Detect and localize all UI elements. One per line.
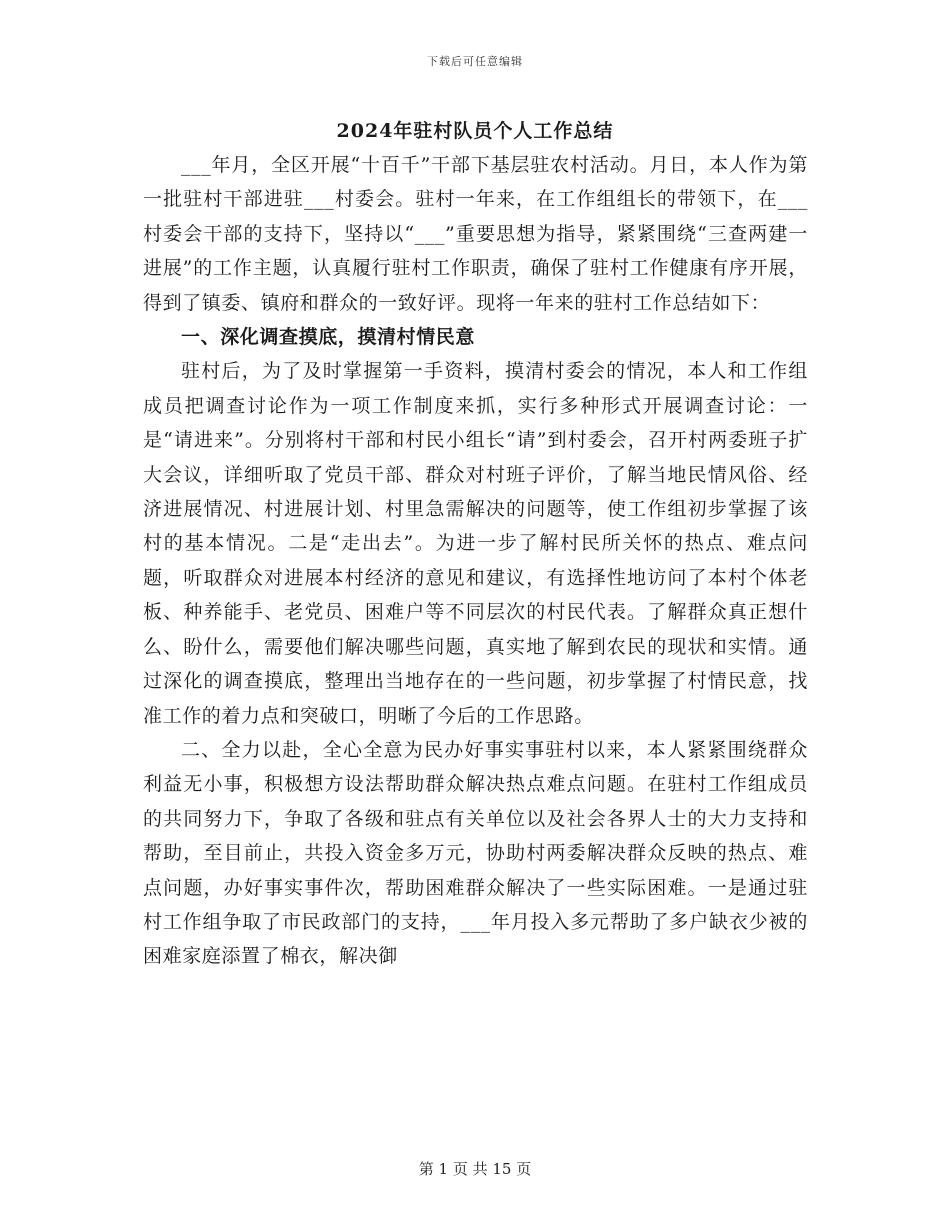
download-note: 下载后可任意编辑	[427, 55, 523, 68]
page-number: 第 1 页 共 15 页	[418, 1160, 532, 1178]
section-1-paragraph: 驻村后，为了及时掌握第一手资料，摸清村委会的情况，本人和工作组成员把调查讨论作为一项工作制度来抓，实行多种形式开展调查讨论：一是“请进来”。分别将村干部和村民小组长“请”到村委会，召开村两委班子扩大会议，详细听取了党员干部、群众对村班子评价，了解当地民情风俗、经济进展情况、村进展计划、村里急需解决的问题等，使工作组初步掌握了该村的基本情况。二是“走出去”。为进一步了解村民所关怀的热点、难点问题，听取群众对进展本村经济的意见和建议，有选择性地访问了本村个体老板、种养能手、老党员、困难户等不同层次的村民代表。了解群众真正想什么、盼什么，需要他们解决哪些问题，真实地了解到农民的现状和实情。通过深化的调查摸底，整理出当地存在的一些问题，初步掌握了村情民意，找准工作的着力点和突破口，明晰了今后的工作思路。	[143, 360, 808, 727]
intro-paragraph: ___年月，全区开展“十百千”干部下基层驻农村活动。月日，本人作为第一批驻村干部进驻___村委会。驻村一年来，在工作组组长的带领下，在___村委会干部的支持下，坚持以“___”重要思想为指导，紧紧围绕“三查两建一进展”的工作主题，认真履行驻村工作职责，确保了驻村工作健康有序开展，得到了镇委、镇府和群众的一致好评。现将一年来的驻村工作总结如下：	[143, 154, 808, 314]
document-body	[143, 148, 808, 974]
section-heading-1: 一、深化调查摸底，摸清村情民意	[181, 326, 476, 349]
section-2-paragraph: 二、全力以赴，全心全意为民办好事实事驻村以来，本人紧紧围绕群众利益无小事，积极想方设法帮助群众解决热点难点问题。在驻村工作组成员的共同努力下，争取了各级和驻点有关单位以及社会各界人士的大力支持和帮助，至目前止，共投入资金多万元，协助村两委解决群众反映的热点、难点问题，办好事实事件次，帮助困难群众解决了一些实际困难。一是通过驻村工作组争取了市民政部门的支持，___年月投入多元帮助了多户缺衣少被的困难家庭添置了棉衣，解决御	[143, 738, 808, 968]
document-title: 2024年驻村队员个人工作总结	[336, 120, 614, 142]
